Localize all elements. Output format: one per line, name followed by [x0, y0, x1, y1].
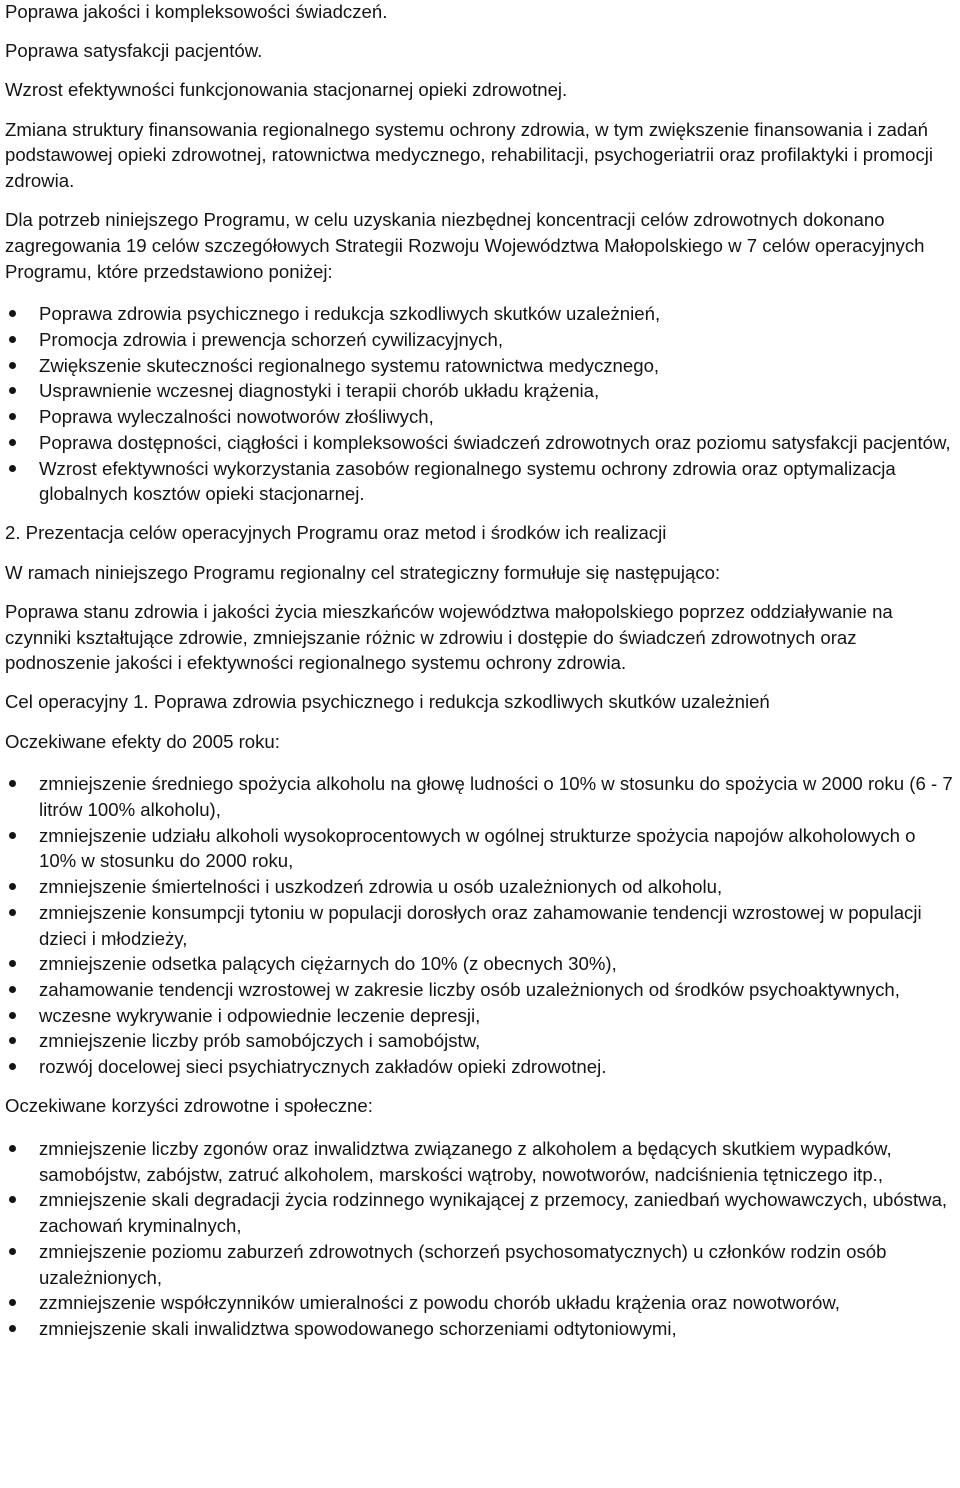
list-item-text: zzmniejszenie współczynników umieralności z powodu chorób układu krążenia oraz nowotworów,	[39, 1292, 840, 1314]
list-item	[5, 430, 957, 456]
bullet-icon	[9, 1037, 16, 1044]
list-item	[5, 874, 957, 900]
list-item-text: zmniejszenie skali inwalidztwa spowodowanego schorzeniami odtytoniowymi,	[39, 1317, 677, 1339]
list-item-text: Wzrost efektywności wykorzystania zasobów regionalnego systemu ochrony zdrowia oraz optymalizacja globalnych kosztów opieki stacjonarnej.	[39, 457, 896, 505]
list-item-text: zmniejszenie skali degradacji życia rodzinnego wynikającej z przemocy, zaniedbań wychowawczych, ubóstwa, zachowań kryminalnych,	[39, 1189, 948, 1237]
list-item	[5, 1136, 957, 1187]
list-item-text: zmniejszenie liczby prób samobójczych i samobójstw,	[39, 1030, 481, 1052]
bullet-icon	[9, 832, 16, 839]
list-item	[5, 1028, 957, 1054]
list-item-text: zmniejszenie konsumpcji tytoniu w populacji dorosłych oraz zahamowanie tendencji wzrostowej w populacji dzieci i młodzieży,	[39, 901, 922, 949]
list-item	[5, 1316, 957, 1342]
document-page	[5, 0, 957, 1355]
expected-effects-heading: Oczekiwane efekty do 2005 roku:	[5, 730, 280, 752]
section-heading: 2. Prezentacja celów operacyjnych Programu oraz metod i środków ich realizacji	[5, 522, 667, 544]
list-item-text: Zwiększenie skuteczności regionalnego systemu ratownictwa medycznego,	[39, 354, 660, 376]
bullet-icon	[9, 883, 16, 890]
bullet-icon	[9, 1145, 16, 1152]
goal-1-title: Cel operacyjny 1. Poprawa zdrowia psychicznego i redukcja szkodliwych skutków uzależnień	[5, 691, 770, 713]
text-line: Poprawa satysfakcji pacjentów.	[5, 40, 263, 62]
bullet-icon	[9, 1063, 16, 1070]
list-item	[5, 327, 957, 353]
intro-paragraph: Dla potrzeb niniejszego Programu, w celu uzyskania niezbędnej koncentracji celów zdrowotnych dokonano zagregowania 19 celów szczegółowych Strategii Rozwoju Województwa Małopolskiego w 7 celów operacyjnych Programu, które przedstawiono poniżej:	[5, 209, 925, 282]
list-item	[5, 1003, 957, 1029]
list-item-text: rozwój docelowej sieci psychiatrycznych zakładów opieki zdrowotnej.	[39, 1056, 607, 1078]
text-line: Poprawa jakości i kompleksowości świadczeń.	[5, 1, 388, 22]
list-item	[5, 1239, 957, 1290]
list-item	[5, 771, 957, 822]
list-item-text: zmniejszenie śmiertelności i uszkodzeń zdrowia u osób uzależnionych od alkoholu,	[39, 876, 723, 898]
list-item	[5, 404, 957, 430]
list-item	[5, 1290, 957, 1316]
list-item-text: wczesne wykrywanie i odpowiednie leczenie depresji,	[39, 1004, 481, 1026]
list-item-text: zmniejszenie liczby zgonów oraz inwalidztwa związanego z alkoholem a będących skutkiem wypadków, samobójstw, zabójstw, zatruć alkoholem, marskości wątroby, nowotworów, nadciśnienia tętniczego itp.,	[39, 1138, 892, 1185]
expected-benefits-heading: Oczekiwane korzyści zdrowotne i społeczne:	[5, 1095, 373, 1117]
operational-goals-list	[5, 301, 957, 507]
bullet-icon	[9, 362, 16, 369]
list-item-text: Poprawa wyleczalności nowotworów złośliwych,	[39, 406, 434, 428]
list-item	[5, 951, 957, 977]
list-item-text: zmniejszenie poziomu zaburzeń zdrowotnych (schorzeń psychosomatycznych) u członków rodzin osób uzależnionych,	[39, 1240, 887, 1288]
list-item	[5, 1187, 957, 1238]
expected-effects-list	[5, 771, 957, 1079]
list-item-text: zmniejszenie udziału alkoholi wysokoprocentowych w ogólnej strukturze spożycia napojów alkoholowych o 10% w stosunku do 2000 roku,	[39, 824, 916, 872]
list-item-text: zmniejszenie średniego spożycia alkoholu na głowę ludności o 10% w stosunku do spożycia w 2000 roku (6 - 7 litrów 100% alkoholu),	[39, 773, 953, 821]
list-item	[5, 353, 957, 379]
bullet-icon	[9, 909, 16, 916]
list-item	[5, 301, 957, 327]
bullet-icon	[9, 960, 16, 967]
strategic-intro: W ramach niniejszego Programu regionalny cel strategiczny formułuje się następująco:	[5, 561, 721, 583]
bullet-icon	[9, 986, 16, 993]
bullet-icon	[9, 1325, 16, 1332]
strategic-goal: Poprawa stanu zdrowia i jakości życia mieszkańców województwa małopolskiego poprzez oddziaływanie na czynniki kształtujące zdrowie, zmniejszanie różnic w zdrowiu i dostępie do świadczeń zdrowotnych oraz podnoszenie jakości i efektywności regionalnego systemu ochrony zdrowia.	[5, 600, 893, 674]
list-item-text: Poprawa dostępności, ciągłości i kompleksowości świadczeń zdrowotnych oraz poziomu satysfakcji pacjentów,	[39, 431, 951, 453]
bullet-icon	[9, 439, 16, 446]
bullet-icon	[9, 387, 16, 394]
list-item	[5, 977, 957, 1003]
list-item	[5, 900, 957, 951]
list-item-text: Promocja zdrowia i prewencja schorzeń cywilizacyjnych,	[39, 329, 503, 351]
list-item	[5, 1054, 957, 1080]
list-item-text: Poprawa zdrowia psychicznego i redukcja szkodliwych skutków uzależnień,	[39, 303, 661, 325]
bullet-icon	[9, 780, 16, 787]
bullet-icon	[9, 1248, 16, 1255]
list-item	[5, 456, 957, 507]
list-item-text: Usprawnienie wczesnej diagnostyki i terapii chorób układu krążenia,	[39, 380, 600, 402]
expected-benefits-list	[5, 1136, 957, 1342]
bullet-icon	[9, 413, 16, 420]
bullet-icon	[9, 336, 16, 343]
bullet-icon	[9, 465, 16, 472]
bullet-icon	[9, 1012, 16, 1019]
bullet-icon	[9, 310, 16, 317]
text-line: Wzrost efektywności funkcjonowania stacjonarnej opieki zdrowotnej.	[5, 79, 568, 101]
bullet-icon	[9, 1299, 16, 1306]
list-item-text: zmniejszenie odsetka palących ciężarnych do 10% (z obecnych 30%),	[39, 953, 617, 975]
list-item	[5, 823, 957, 874]
list-item	[5, 378, 957, 404]
text-paragraph: Zmiana struktury finansowania regionalnego systemu ochrony zdrowia, w tym zwiększenie finansowania i zadań podstawowej opieki zdrowotnej, ratownictwa medycznego, rehabilitacji, psychogeriatrii oraz profilaktyki i promocji zdrowia.	[5, 118, 934, 192]
bullet-icon	[9, 1196, 16, 1203]
list-item-text: zahamowanie tendencji wzrostowej w zakresie liczby osób uzależnionych od środków psychoaktywnych,	[39, 979, 900, 1000]
